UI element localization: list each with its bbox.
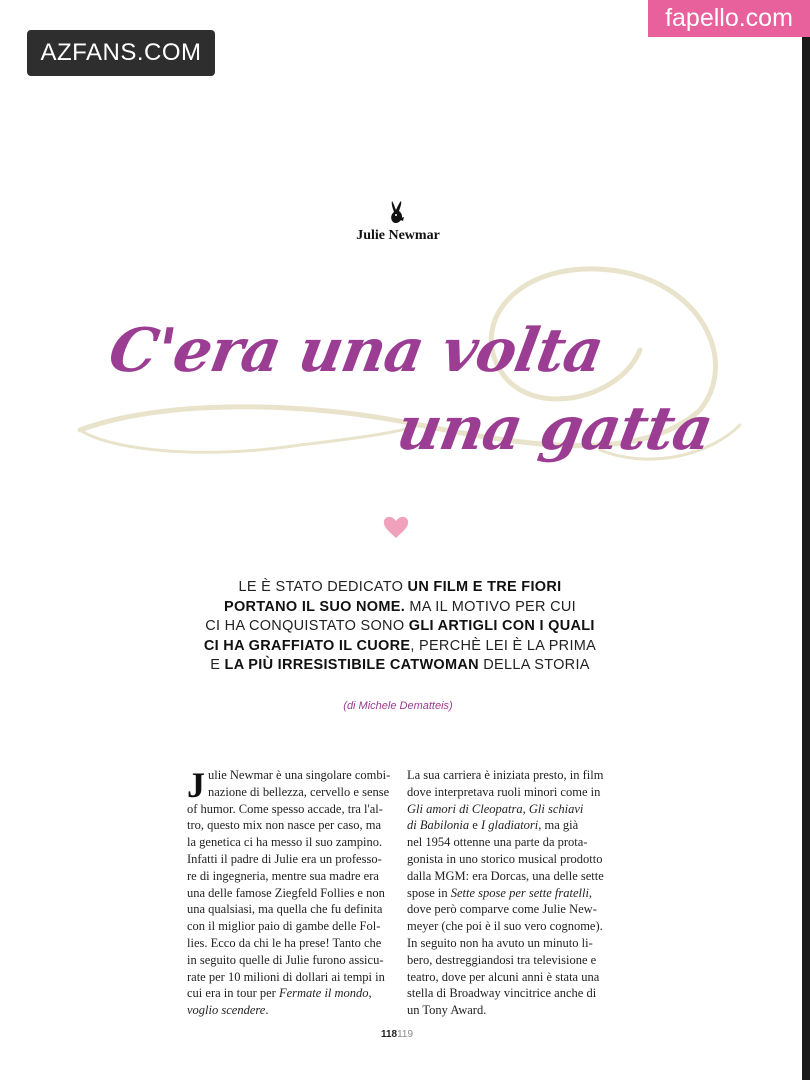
watermark-fapello[interactable]: fapello.com	[648, 0, 810, 37]
standfirst	[180, 578, 620, 676]
body-text-line	[407, 952, 607, 969]
body-text-line	[407, 918, 607, 935]
body-text-line	[407, 801, 607, 818]
text-run: dove interpretava ruoli minori come in	[407, 784, 601, 799]
text-run: teatro, dove per alcuni anni è stata una	[407, 969, 600, 984]
text-run: Infatti il padre di Julie era un professo-	[187, 851, 382, 866]
body-text-line	[187, 834, 387, 851]
text-run: bero, destreggiandosi tra televisione e	[407, 952, 597, 967]
standfirst-run: CI HA CONQUISTATO SONO	[205, 618, 409, 634]
text-run: dove però comparve come Julie New-	[407, 902, 597, 917]
body-text-line	[407, 817, 607, 834]
article-subject: Julie Newmar	[356, 228, 440, 243]
heart-icon	[383, 515, 409, 539]
text-run: stella di Broadway vincitrice anche di	[407, 986, 597, 1001]
body-text-line	[187, 1002, 387, 1019]
standfirst-line	[180, 656, 620, 676]
italic-title-run: di Babilonia	[407, 818, 470, 833]
standfirst-line	[180, 578, 620, 598]
standfirst-bold-run: CI HA GRAFFIATO IL CUORE	[203, 637, 411, 654]
body-text-line	[407, 851, 607, 868]
text-run: meyer (che poi è il suo vero cognome).	[407, 919, 603, 934]
standfirst-bold-run: UN FILM E TRE FIORI	[407, 579, 562, 595]
text-run: ulie Newmar è una singolare combi-	[208, 768, 391, 782]
body-text-line	[187, 918, 387, 935]
watermark-azfans[interactable]: AZFANS.COM	[27, 30, 215, 76]
body-text-line	[187, 868, 387, 885]
body-text-line	[187, 969, 387, 986]
folio-current-page: 118	[380, 1029, 398, 1040]
text-run: rate per 10 milioni di dollari ai tempi in	[187, 969, 385, 984]
text-run: dalla MGM: era Dorcas, una delle sette	[407, 868, 604, 883]
text-run: nazione di bellezza, cervello e sense	[208, 784, 390, 799]
text-run: ,	[588, 885, 593, 900]
page-folio	[360, 1029, 434, 1040]
text-run: gonista in uno storico musical prodotto	[407, 851, 603, 866]
text-run: e	[469, 818, 481, 833]
standfirst-line	[180, 598, 620, 618]
body-text-line	[407, 868, 607, 885]
page-edge	[802, 0, 810, 1080]
headline-line-1: C'era una volta	[103, 316, 609, 386]
standfirst-line	[180, 637, 620, 657]
text-run: In seguito non ha avuto un minuto li-	[407, 935, 593, 950]
body-text-line	[407, 834, 607, 851]
body-text-line	[407, 885, 607, 902]
body-column-left	[187, 767, 391, 1019]
bunny-icon	[386, 200, 408, 226]
text-run: ,	[522, 801, 529, 816]
text-run: .	[265, 1003, 269, 1018]
text-run: una delle famose Ziegfeld Follies e non	[187, 885, 385, 900]
italic-title-run: I gladiatori	[480, 818, 539, 833]
standfirst-bold-run: LA PIÙ IRRESISTIBILE CATWOMAN	[224, 657, 479, 673]
body-text-line	[407, 935, 607, 952]
italic-title-run: Sette spose per sette fratelli	[450, 885, 589, 900]
text-run: con il miglior paio di gambe delle Fol-	[187, 919, 381, 934]
text-run: re di ingegneria, mentre sua madre era	[187, 868, 379, 883]
body-text-line	[407, 784, 607, 801]
standfirst-bold-run: PORTANO IL SUO NOME.	[223, 598, 406, 615]
body-text-line	[187, 985, 387, 1002]
body-text-line	[187, 784, 390, 801]
italic-title-run: voglio scendere	[187, 1003, 266, 1018]
standfirst-run: DELLA STORIA	[478, 657, 590, 673]
body-column-right	[407, 767, 607, 1019]
body-text-line	[407, 985, 607, 1002]
text-run: , ma già	[538, 818, 579, 833]
text-run: spose in	[407, 885, 451, 900]
standfirst-run: E	[210, 657, 225, 673]
drop-cap: J	[187, 765, 205, 805]
folio-facing-page: 119	[397, 1029, 414, 1040]
text-run: cui era in tour per	[187, 986, 279, 1001]
body-text-line	[187, 885, 387, 902]
standfirst-run: , PERCHÈ LEI È LA PRIMA	[410, 637, 597, 654]
body-text-line	[407, 767, 607, 784]
body-text-line	[407, 901, 607, 918]
text-run: un Tony Award.	[407, 1003, 487, 1018]
body-text-line	[187, 952, 387, 969]
standfirst-run: LE È STATO DEDICATO	[238, 579, 408, 595]
body-text-line	[187, 851, 387, 868]
text-run: in seguito quelle di Julie furono assicu-	[187, 952, 384, 967]
body-text-line	[187, 935, 387, 952]
text-run: la genetica ci ha messo il suo zampino.	[187, 835, 383, 850]
text-run: of humor. Come spesso accade, tra l'al-	[187, 801, 383, 816]
text-run: nel 1954 ottenne una parte da prota-	[407, 835, 588, 850]
body-text-line	[187, 801, 387, 818]
standfirst-run: MA IL MOTIVO PER CUI	[405, 598, 577, 615]
body-text-line	[407, 1002, 607, 1019]
headline-line-2: una gatta	[391, 394, 718, 464]
text-run: La sua carriera è iniziata presto, in film	[407, 768, 604, 782]
italic-title-run: Gli amori di Cleopatra	[407, 801, 523, 816]
italic-title-run: Fermate il mondo,	[278, 986, 372, 1001]
body-text-line	[187, 817, 387, 834]
italic-title-run: Gli schiavi	[528, 801, 584, 816]
byline: (di Michele Dematteis)	[343, 700, 453, 712]
text-run: lies. Ecco da chi le ha prese! Tanto che	[187, 935, 382, 950]
body-text-line	[407, 969, 607, 986]
standfirst-bold-run: GLI ARTIGLI CON I QUALI	[408, 618, 595, 634]
text-run: una qualsiasi, ma quella che fu definita	[187, 902, 383, 917]
body-text-line	[187, 767, 391, 784]
body-text-line	[187, 901, 387, 918]
standfirst-line	[180, 617, 620, 637]
text-run: tro, questo mix non nasce per caso, ma	[187, 818, 382, 833]
